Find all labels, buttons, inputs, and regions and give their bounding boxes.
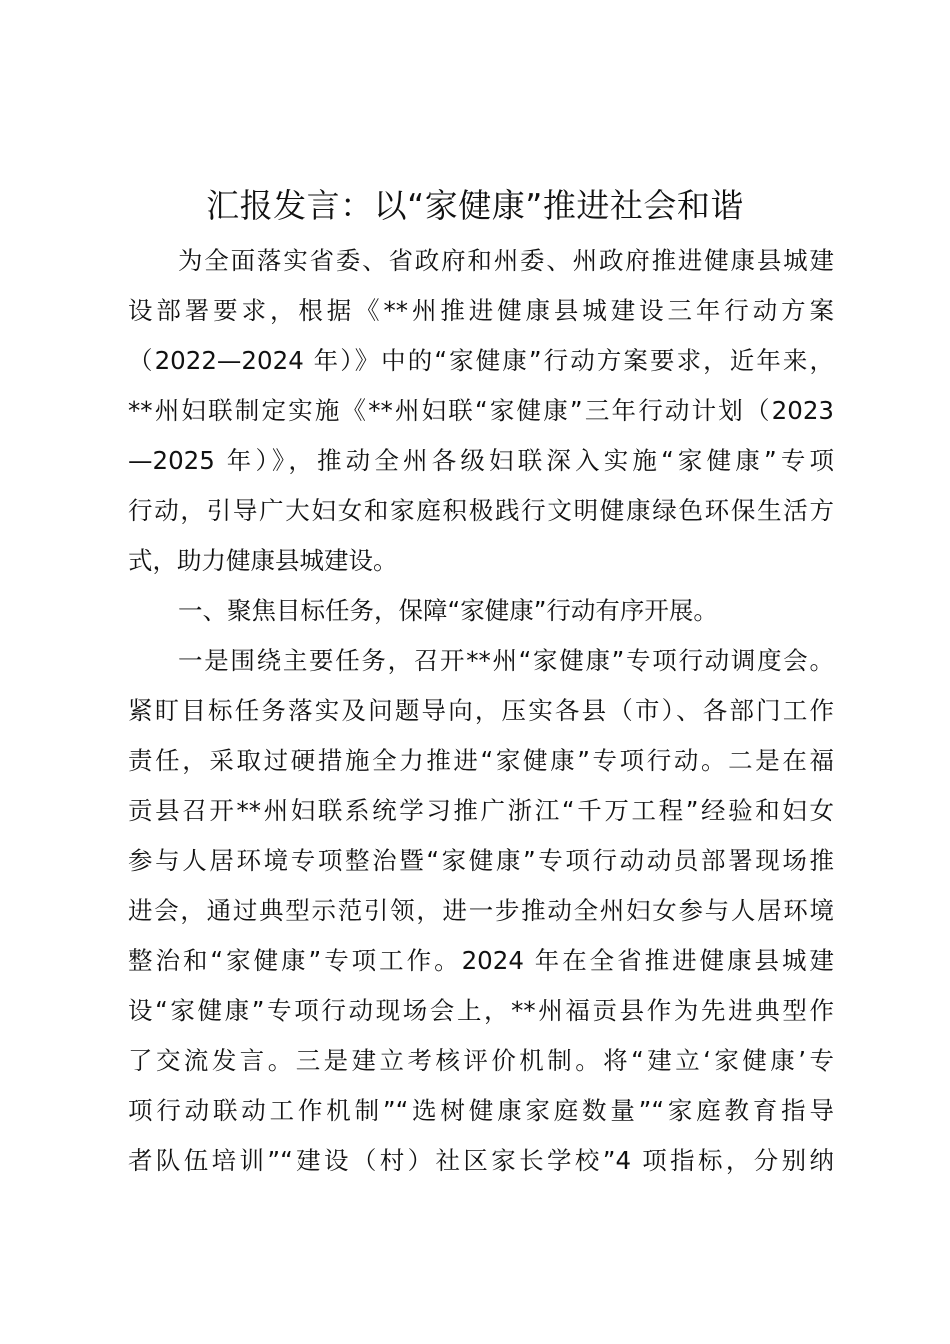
paragraph-line: 进会，通过典型示范引领，进一步推动全州妇女参与人居环境 <box>128 896 834 925</box>
section-heading: 一、聚焦目标任务，保障“家健康”行动有序开展。 <box>178 596 718 625</box>
paragraph-line: 项行动联动工作机制”“选树健康家庭数量”“家庭教育指导 <box>128 1096 834 1125</box>
paragraph-line: 紧盯目标任务落实及问题导向，压实各县（市）、各部门工作 <box>128 696 834 725</box>
paragraph-line: 者队伍培训”“建设（村）社区家长学校”4 项指标，分别纳 <box>128 1146 834 1175</box>
paragraph-line: 设部署要求，根据《**州推进健康县城建设三年行动方案 <box>128 296 834 325</box>
document-body <box>128 236 834 1186</box>
paragraph-line: 贡县召开**州妇联系统学习推广浙江“千万工程”经验和妇女 <box>128 796 834 825</box>
paragraph-line: 整治和“家健康”专项工作。2024 年在全省推进健康县城建 <box>128 946 834 975</box>
paragraph-line: 行动，引导广大妇女和家庭积极践行文明健康绿色环保生活方 <box>128 496 834 525</box>
paragraph-line: 设“家健康”专项行动现场会上，**州福贡县作为先进典型作 <box>128 996 834 1025</box>
paragraph-line: 式，助力健康县城建设。 <box>128 546 398 575</box>
paragraph-line: **州妇联制定实施《**州妇联“家健康”三年行动计划（2023 <box>128 396 834 425</box>
paragraph-line: 参与人居环境专项整治暨“家健康”专项行动动员部署现场推 <box>128 846 834 875</box>
paragraph-line: 了交流发言。三是建立考核评价机制。将“建立‘家健康’专 <box>128 1046 834 1075</box>
paragraph-line: 一是围绕主要任务，召开**州“家健康”专项行动调度会。 <box>178 646 834 675</box>
paragraph-line: 为全面落实省委、省政府和州委、州政府推进健康县城建 <box>178 246 834 275</box>
paragraph-line: 责任，采取过硬措施全力推进“家健康”专项行动。二是在福 <box>128 746 834 775</box>
paragraph-line: —2025 年）》，推动全州各级妇联深入实施“家健康”专项 <box>128 446 834 475</box>
document-title: 汇报发言：以“家健康”推进社会和谐 <box>206 186 744 225</box>
paragraph-line: （2022—2024 年）》中的“家健康”行动方案要求，近年来， <box>128 346 834 375</box>
